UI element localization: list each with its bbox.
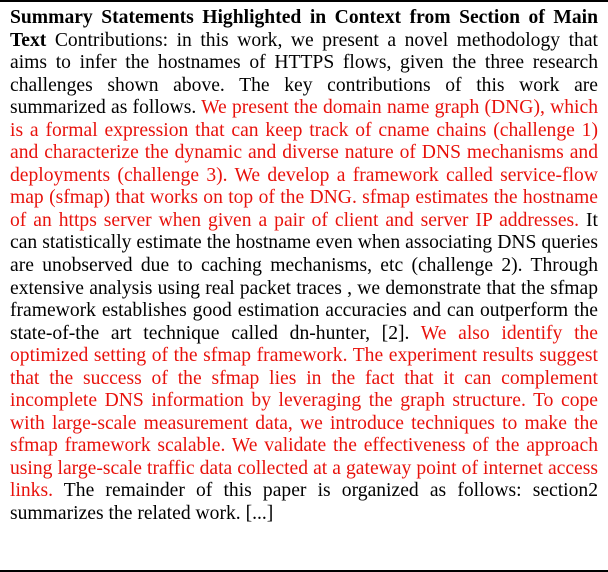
- text-segment-highlighted: We also identify the optimized setting of the sfmap framework. The experiment results suggest that the success of the sfmap lies in the fact that it can complement incomplete DNS information by leveraging the graph structure. To cope with large-scale measurement data, we introduce techniques to make the sfmap framework scalable. We validate the effectiveness of the approach using large-scale traffic data collected at a gateway point of internet access links.: [10, 322, 599, 502]
- summary-paragraph: [10, 7, 598, 526]
- text-segment-highlighted: We present the domain name graph (DNG), which is a formal expression that can keep track of cname chains (challenge 1) and characterize the dynamic and diverse nature of DNS mechanisms and deployments (challenge 3). We develop a framework called service-flow map (sfmap) that works on top of the DNG. sfmap estimates the hostname of an https server when given a pair of client and server IP addresses.: [10, 97, 598, 231]
- text-segment-plain: It can statistically estimate the hostname even when associating DNS queries are unobserved due to caching mechanisms, etc (challenge 2). Through extensive analysis using real packet traces , we demonstrate that the sfmap framework establishes good estimation accuracies and can outperform the state-of-the art technique called dn-hunter, [2].: [10, 209, 598, 344]
- summary-heading: Summary Statements Highlighted in Context from Section of Main Text: [10, 7, 598, 51]
- text-segment-plain: The remainder of this paper is organized as follows: section2 summarizes the related work. [...]: [10, 480, 598, 525]
- text-segment-plain: Contributions: in this work, we present a novel methodology that aims to infer the hostnames of HTTPS flows, given the three research challenges shown above. The key contributions of this work are summarized as follows.: [10, 29, 598, 119]
